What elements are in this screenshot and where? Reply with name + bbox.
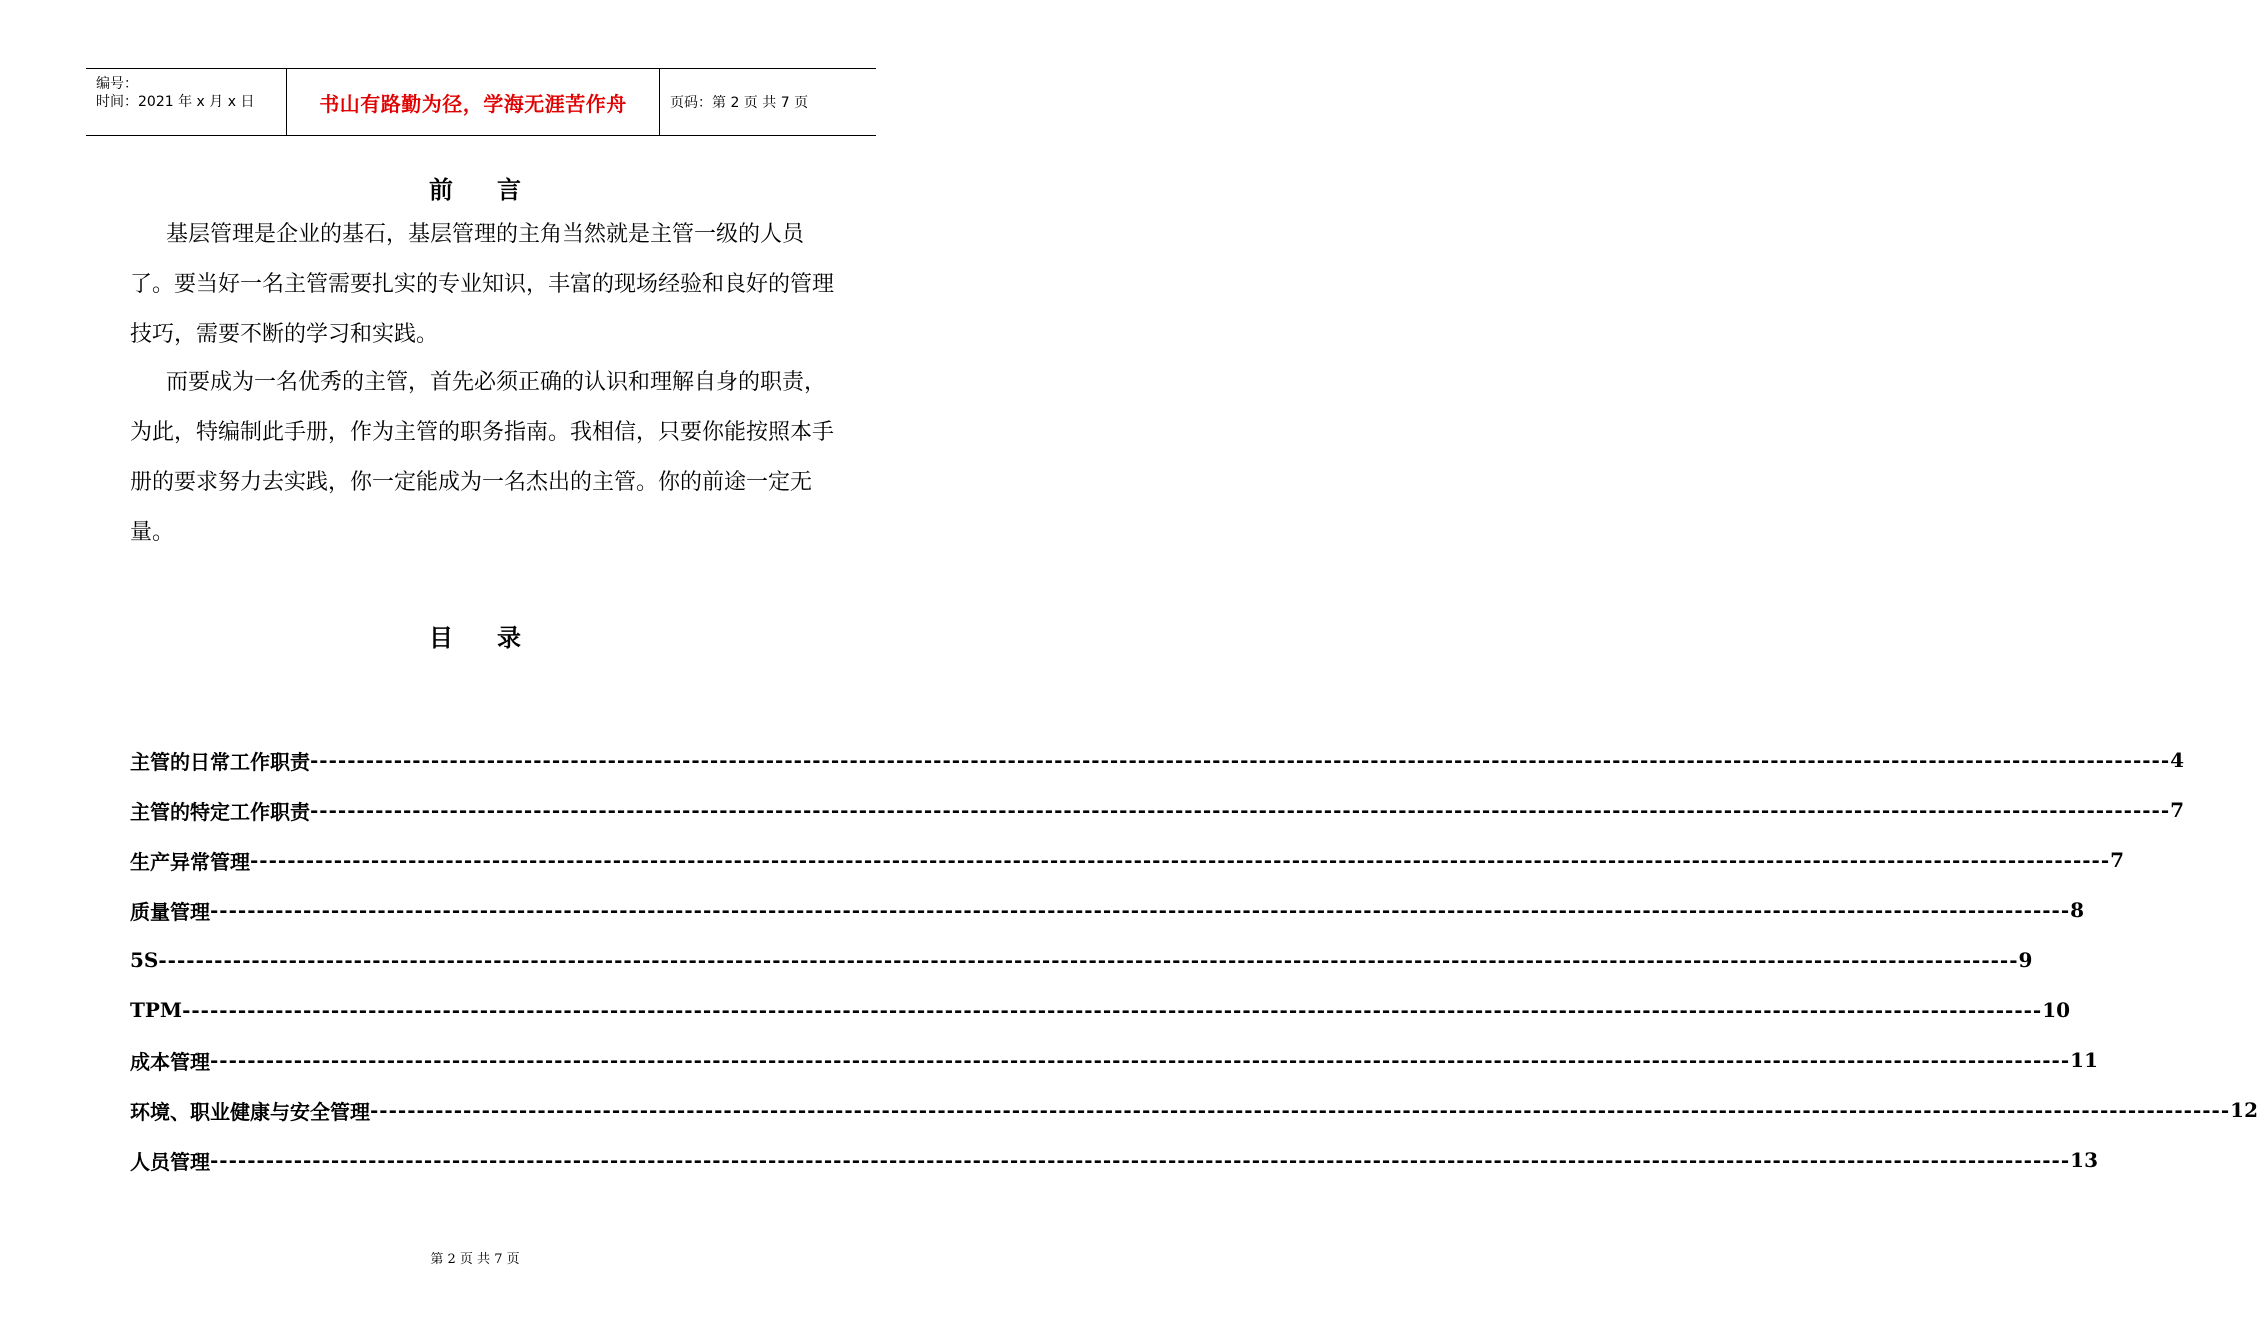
toc-entry	[130, 985, 2071, 1035]
header-meta-cell	[86, 69, 287, 135]
document-time-label: 时间：2021 年 x 月 x 日	[96, 94, 255, 110]
toc-entry-label: 生产异常管理	[130, 849, 250, 874]
toc-entry-leader: --------------------------------------------------------------------------------------------------------------------------------------------------------------------------------------------------------	[182, 998, 2043, 1022]
toc-entry-leader: --------------------------------------------------------------------------------------------------------------------------------------------------------------------------------------------------------	[158, 948, 2019, 972]
toc-entry-leader: --------------------------------------------------------------------------------------------------------------------------------------------------------------------------------------------------------	[210, 898, 2071, 922]
toc-entry-page: 8	[2070, 898, 2085, 922]
toc-entry-page: 10	[2042, 998, 2071, 1022]
preface-paragraph: 基层管理是企业的基石，基层管理的主角当然就是主管一级的人员了。要当好一名主管需要扎实的专业知识，丰富的现场经验和良好的管理技巧，需要不断的学习和实践。	[130, 222, 835, 347]
toc-title-char: 录	[497, 623, 521, 652]
toc-entry-leader: --------------------------------------------------------------------------------------------------------------------------------------------------------------------------------------------------------	[250, 848, 2111, 872]
toc-entry-page: 9	[2018, 948, 2033, 972]
toc-entry-page: 7	[2170, 798, 2185, 822]
toc-entry-label: 5S	[130, 948, 159, 972]
toc-title-char: 目	[429, 623, 453, 652]
toc-entry-page: 13	[2070, 1148, 2098, 1172]
toc-title	[0, 618, 950, 653]
toc-entry-leader: --------------------------------------------------------------------------------------------------------------------------------------------------------------------------------------------------------	[310, 748, 2171, 772]
toc-entry-label: 质量管理	[130, 899, 210, 924]
toc-entry-page: 7	[2110, 848, 2125, 872]
toc-entry	[130, 1035, 2098, 1085]
toc-entry	[130, 785, 2185, 835]
toc-entry-leader: --------------------------------------------------------------------------------------------------------------------------------------------------------------------------------------------------------	[370, 1098, 2231, 1122]
page-footer: 第 2 页 共 7 页	[430, 1252, 520, 1267]
toc-entry-page: 12	[2230, 1098, 2258, 1122]
toc-entry-leader: --------------------------------------------------------------------------------------------------------------------------------------------------------------------------------------------------------	[210, 1048, 2071, 1072]
header-motto-cell	[287, 69, 660, 135]
toc-entry-label: 环境、职业健康与安全管理	[130, 1099, 370, 1124]
preface-title	[0, 170, 950, 205]
preface-title-char: 言	[497, 175, 521, 204]
preface-paragraph: 而要成为一名优秀的主管，首先必须正确的认识和理解自身的职责，为此，特编制此手册，作为主管的职务指南。我相信，只要你能按照本手册的要求努力去实践，你一定能成为一名杰出的主管。你的前途一定无量。	[130, 370, 835, 545]
toc-entry	[130, 835, 2125, 885]
header-page-info: 页码：第 2 页 共 7 页	[670, 95, 809, 111]
page-header	[86, 68, 876, 136]
toc-entry-page: 11	[2070, 1048, 2098, 1072]
toc-entry-leader: --------------------------------------------------------------------------------------------------------------------------------------------------------------------------------------------------------	[310, 798, 2171, 822]
toc-entry-label: 人员管理	[130, 1149, 210, 1174]
toc-entry	[130, 885, 2085, 935]
toc-entry	[130, 1135, 2098, 1185]
toc-entry	[130, 1085, 2258, 1135]
toc-entry-leader: --------------------------------------------------------------------------------------------------------------------------------------------------------------------------------------------------------	[210, 1148, 2071, 1172]
header-motto: 书山有路勤为径，学海无涯苦作舟	[319, 91, 627, 116]
toc-entry-page: 4	[2170, 748, 2185, 772]
toc-entry	[130, 935, 2033, 985]
toc-entry-label: TPM	[130, 998, 183, 1022]
document-number-label: 编号：	[96, 76, 138, 92]
toc-entry	[130, 735, 2185, 785]
toc-entry-label: 主管的特定工作职责	[130, 799, 310, 824]
toc-entry-label: 成本管理	[130, 1049, 210, 1074]
preface-title-char: 前	[429, 175, 453, 204]
toc-entry-label: 主管的日常工作职责	[130, 749, 310, 774]
table-of-contents	[130, 735, 2258, 1185]
header-page-cell	[660, 69, 876, 135]
